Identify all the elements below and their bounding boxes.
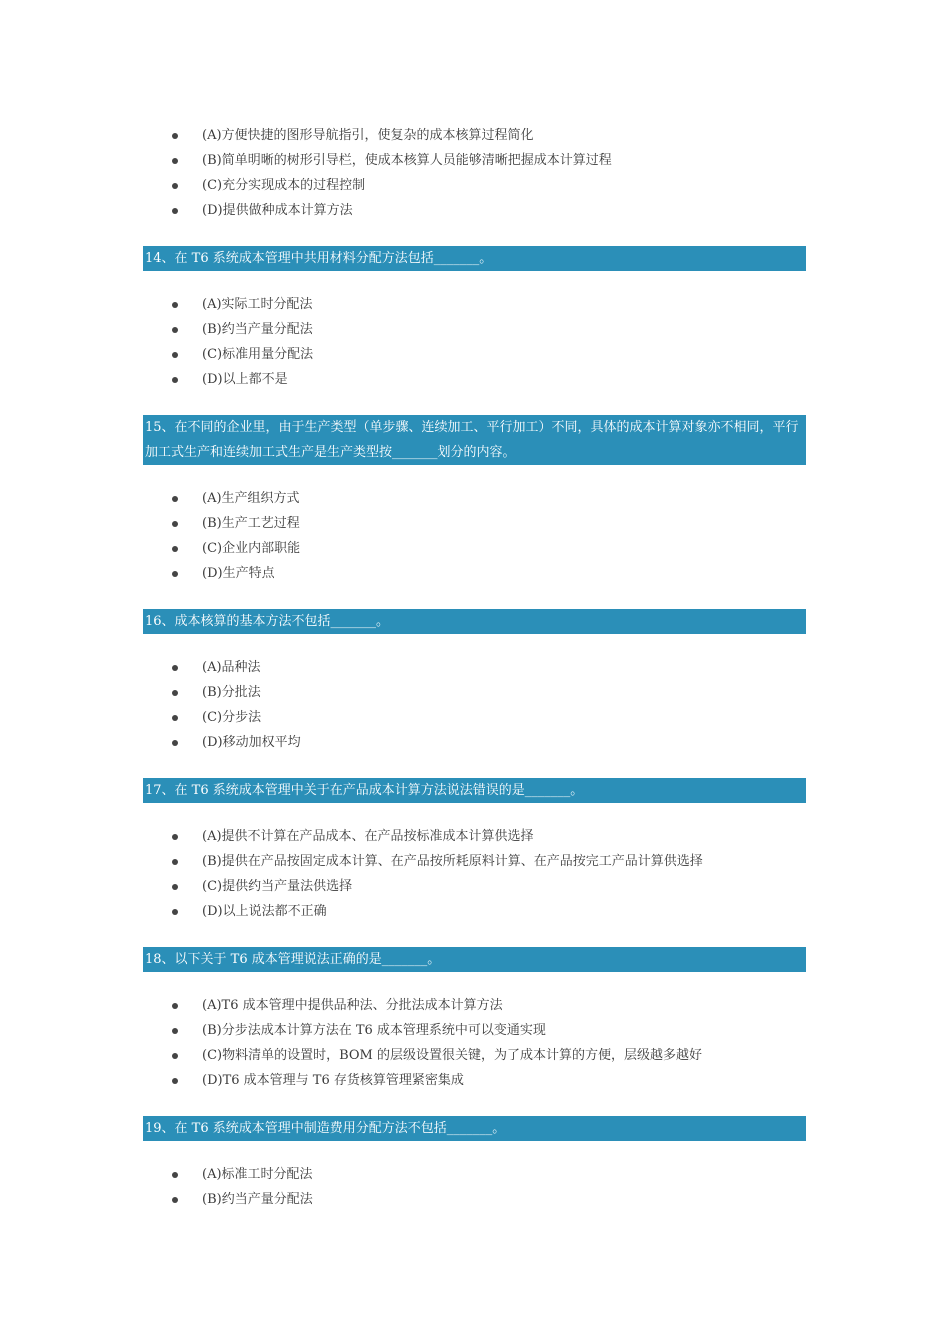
option-text: (A)品种法 bbox=[202, 660, 261, 675]
q13-option-list bbox=[172, 123, 812, 223]
q13-option-b bbox=[172, 148, 812, 173]
option-text: (D)生产特点 bbox=[202, 566, 275, 581]
q15-option-a bbox=[172, 486, 812, 511]
q14-option-c bbox=[172, 342, 812, 367]
option-text: (A)标准工时分配法 bbox=[202, 1167, 313, 1182]
q17-option-a bbox=[172, 824, 812, 849]
q15-option-d bbox=[172, 561, 812, 586]
bullet-icon bbox=[172, 1078, 178, 1084]
option-text: (A)T6 成本管理中提供品种法、分批法成本计算方法 bbox=[202, 998, 503, 1013]
bullet-icon bbox=[172, 327, 178, 333]
option-text: (B)分步法成本计算方法在 T6 成本管理系统中可以变通实现 bbox=[202, 1023, 546, 1038]
q13-option-a bbox=[172, 123, 812, 148]
option-text: (B)约当产量分配法 bbox=[202, 322, 313, 337]
bullet-icon bbox=[172, 884, 178, 890]
bullet-icon bbox=[172, 377, 178, 383]
bullet-icon bbox=[172, 133, 178, 139]
q14-option-list bbox=[172, 292, 812, 392]
q15-option-c bbox=[172, 536, 812, 561]
option-text: (A)实际工时分配法 bbox=[202, 297, 313, 312]
bullet-icon bbox=[172, 909, 178, 915]
q17-option-c bbox=[172, 874, 812, 899]
question-15-header: 15、在不同的企业里，由于生产类型（单步骤、连续加工、平行加工）不同，具体的成本计算对象亦不相同，平行加工式生产和连续加工式生产是生产类型按_______划分的内容。 bbox=[143, 415, 806, 465]
option-text: (B)提供在产品按固定成本计算、在产品按所耗原料计算、在产品按完工产品计算供选择 bbox=[202, 854, 703, 869]
bullet-icon bbox=[172, 1003, 178, 1009]
question-17-header: 17、在 T6 系统成本管理中关于在产品成本计算方法说法错误的是_______。 bbox=[143, 778, 806, 803]
bullet-icon bbox=[172, 208, 178, 214]
q18-option-a bbox=[172, 993, 812, 1018]
bullet-icon bbox=[172, 859, 178, 865]
option-text: (D)以上都不是 bbox=[202, 372, 288, 387]
bullet-icon bbox=[172, 715, 178, 721]
bullet-icon bbox=[172, 521, 178, 527]
option-text: (C)分步法 bbox=[202, 710, 262, 725]
option-text: (C)提供约当产量法供选择 bbox=[202, 879, 353, 894]
option-text: (D)T6 成本管理与 T6 存货核算管理紧密集成 bbox=[202, 1073, 464, 1088]
q13-option-d bbox=[172, 198, 812, 223]
bullet-icon bbox=[172, 740, 178, 746]
q17-option-d bbox=[172, 899, 812, 924]
q14-option-b bbox=[172, 317, 812, 342]
q17-option-b bbox=[172, 849, 812, 874]
option-text: (C)企业内部职能 bbox=[202, 541, 301, 556]
bullet-icon bbox=[172, 834, 178, 840]
question-16-header: 16、成本核算的基本方法不包括_______。 bbox=[143, 609, 806, 634]
option-text: (D)移动加权平均 bbox=[202, 735, 301, 750]
q13-option-c bbox=[172, 173, 812, 198]
bullet-icon bbox=[172, 571, 178, 577]
option-text: (C)标准用量分配法 bbox=[202, 347, 314, 362]
q16-option-list bbox=[172, 655, 812, 755]
q18-option-d bbox=[172, 1068, 812, 1093]
q15-option-b bbox=[172, 511, 812, 536]
option-text: (B)约当产量分配法 bbox=[202, 1192, 313, 1207]
option-text: (D)以上说法都不正确 bbox=[202, 904, 327, 919]
option-text: (B)分批法 bbox=[202, 685, 261, 700]
option-text: (B)简单明晰的树形引导栏，使成本核算人员能够清晰把握成本计算过程 bbox=[202, 153, 612, 168]
bullet-icon bbox=[172, 1053, 178, 1059]
q19-option-a bbox=[172, 1162, 812, 1187]
option-text: (D)提供做种成本计算方法 bbox=[202, 203, 353, 218]
bullet-icon bbox=[172, 496, 178, 502]
q14-option-d bbox=[172, 367, 812, 392]
bullet-icon bbox=[172, 183, 178, 189]
bullet-icon bbox=[172, 302, 178, 308]
option-text: (C)物料清单的设置时，BOM 的层级设置很关键，为了成本计算的方便，层级越多越好 bbox=[202, 1048, 702, 1063]
option-text: (C)充分实现成本的过程控制 bbox=[202, 178, 366, 193]
q18-option-c bbox=[172, 1043, 812, 1068]
q19-option-list bbox=[172, 1162, 812, 1212]
question-19-header: 19、在 T6 系统成本管理中制造费用分配方法不包括_______。 bbox=[143, 1116, 806, 1141]
bullet-icon bbox=[172, 1172, 178, 1178]
option-text: (A)提供不计算在产品成本、在产品按标准成本计算供选择 bbox=[202, 829, 534, 844]
bullet-icon bbox=[172, 1197, 178, 1203]
q14-option-a bbox=[172, 292, 812, 317]
q17-option-list bbox=[172, 824, 812, 924]
bullet-icon bbox=[172, 546, 178, 552]
bullet-icon bbox=[172, 158, 178, 164]
q16-option-c bbox=[172, 705, 812, 730]
q16-option-b bbox=[172, 680, 812, 705]
q19-option-b bbox=[172, 1187, 812, 1212]
q18-option-list bbox=[172, 993, 812, 1093]
q16-option-d bbox=[172, 730, 812, 755]
bullet-icon bbox=[172, 352, 178, 358]
option-text: (B)生产工艺过程 bbox=[202, 516, 300, 531]
bullet-icon bbox=[172, 690, 178, 696]
question-14-header: 14、在 T6 系统成本管理中共用材料分配方法包括_______。 bbox=[143, 246, 806, 271]
question-18-header: 18、以下关于 T6 成本管理说法正确的是_______。 bbox=[143, 947, 806, 972]
option-text: (A)方便快捷的图形导航指引，使复杂的成本核算过程简化 bbox=[202, 128, 534, 143]
bullet-icon bbox=[172, 1028, 178, 1034]
q15-option-list bbox=[172, 486, 812, 586]
q16-option-a bbox=[172, 655, 812, 680]
option-text: (A)生产组织方式 bbox=[202, 491, 300, 506]
bullet-icon bbox=[172, 665, 178, 671]
q18-option-b bbox=[172, 1018, 812, 1043]
